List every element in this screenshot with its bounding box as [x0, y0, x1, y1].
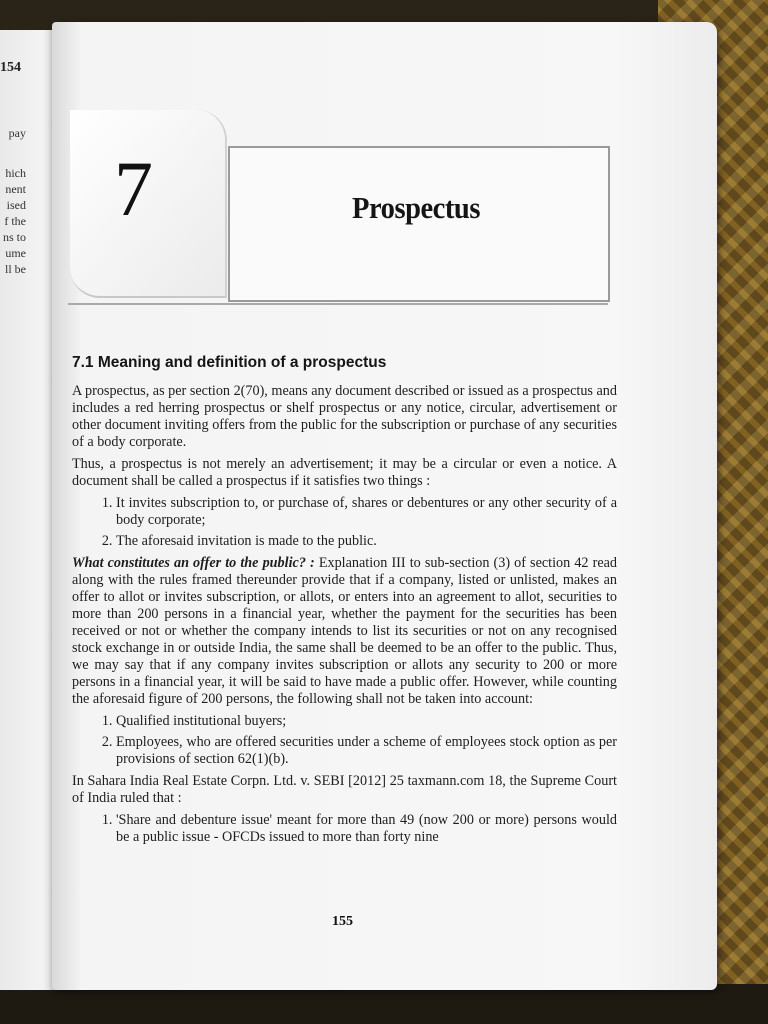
ruling-list: [72, 812, 617, 846]
question-heading: What constitutes an offer to the public? :: [72, 555, 315, 571]
left-page-fragment: nent: [5, 182, 26, 196]
title-divider: [68, 303, 608, 305]
left-page-fragment: ised: [6, 198, 26, 212]
paragraph-case-law: In Sahara India Real Estate Corpn. Ltd. v. SEBI [2012] 25 taxmann.com 18, the Supreme Court of India ruled that :: [72, 773, 617, 806]
list-item: 1. It invites subscription to, or purchase of, shares or debentures or any other security of a body corporate;: [116, 495, 617, 529]
book-page: [52, 22, 717, 990]
paragraph-circular: Thus, a prospectus is not merely an advertisement; it may be a circular or even a notice. A document shall be called a prospectus if it satisfies two things :: [72, 456, 617, 489]
paragraph-definition: A prospectus, as per section 2(70), means any document described or issued as a prospectus and includes a red herring prospectus or shelf prospectus or any notice, circular, advertisement or other document inviting offers from the public for the subscription or purchase of any securities of a body corporate.: [72, 383, 617, 450]
left-page-fragment: ns to: [2, 230, 26, 244]
left-page-fragment: f the: [4, 214, 26, 228]
list-item: 1. 'Share and debenture issue' meant for more than 49 (now 200 or more) persons would be a public issue - OFCDs issued to more than forty nine: [116, 812, 617, 846]
left-page-fragment: pay: [8, 126, 26, 140]
section-heading: 7.1 Meaning and definition of a prospectus: [72, 354, 387, 371]
chapter-title: Prospectus: [352, 190, 480, 225]
left-page-fragment: hich: [5, 166, 26, 180]
list-item: 1. Qualified institutional buyers;: [116, 713, 617, 730]
page-content: [72, 354, 617, 851]
left-facing-page: [0, 30, 60, 990]
list-item: 2. Employees, who are offered securities under a scheme of employees stock option as per provisions of section 62(1)(b).: [116, 734, 617, 768]
exclusions-list: [72, 713, 617, 768]
conditions-list: [72, 495, 617, 550]
page-number: 155: [332, 914, 353, 929]
paragraph-public-offer-text: Explanation III to sub-section (3) of section 42 read along with the rules framed thereunder provide that if a company, listed or unlisted, makes an offer to allot or invites subscription, or allots, or enters into an agreement to allot, securities to more than 200 persons in a financial year, whether the payment for the securities has been received or not or whether the company intends to list its securities or not on any recognised stock exchange in or outside India, the same shall be deemed to be an offer to the public. Thus, we may say that if any company invites subscription or allots any security to 200 or more persons in a financial year, it will be said to have made a public offer. However, while counting the aforesaid figure of 200 persons, the following shall not be taken into account:: [72, 555, 618, 707]
paragraph-public-offer: [72, 555, 617, 708]
left-page-fragment: ll be: [5, 262, 26, 276]
left-page-number: 154: [0, 60, 21, 75]
background-table: [0, 984, 768, 1024]
chapter-number: 7: [114, 145, 153, 232]
left-page-fragment: ume: [5, 246, 26, 260]
list-item: 2. The aforesaid invitation is made to the public.: [116, 533, 617, 550]
